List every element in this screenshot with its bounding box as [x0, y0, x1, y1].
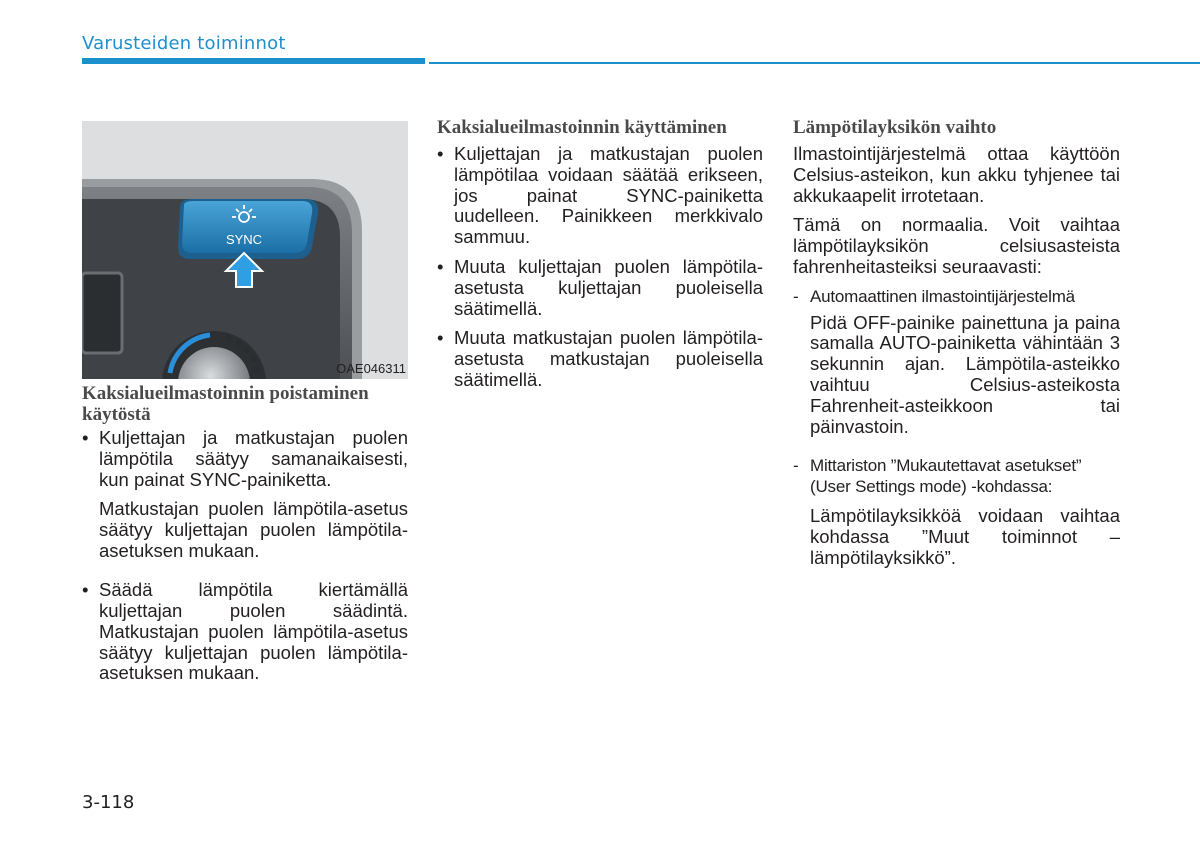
sync-button-illustration — [82, 121, 408, 379]
heading-disable-dual-zone: Kaksialueilmastoinnin poistaminen käytöstä — [82, 383, 369, 425]
list-item-subtext: Matkustajan puolen lämpötila-asetus säätyy kuljettajan puolen lämpötila-asetuksen mukaan. — [99, 498, 408, 561]
list-item: • Muuta matkustajan puolen lämpötila-asetusta matkustajan puoleisella säätimellä. — [437, 328, 763, 390]
section-title: Varusteiden toiminnot — [82, 33, 286, 54]
list-item: • Muuta kuljettajan puolen lämpötila-asetusta kuljettajan puoleisella säätimellä. — [437, 257, 763, 319]
dash-item: - Mittariston ”Mukautettavat asetukset” (User Settings mode) -kohdassa: — [793, 456, 1120, 498]
figure-code: OAE046311 — [336, 361, 406, 376]
dash-item-subtext: Lämpötilayksikköä voidaan vaihtaa kohdassa ”Muut toiminnot – lämpötilayksikkö”. — [810, 505, 1120, 569]
heading-use-dual-zone: Kaksialueilmastoinnin käyttäminen — [437, 117, 727, 138]
header-rule-thin — [429, 62, 1200, 64]
heading-temperature-unit: Lämpötilayksikön vaihto — [793, 117, 997, 138]
column-2 — [437, 117, 763, 391]
dash-item-subtext: Pidä OFF-painike painettuna ja paina samalla AUTO-painiketta vähintään 3 sekunnin ajan. Lämpötila-asteikko vaihtuu Celsius-asteikosta Fahrenheit-asteikkoon tai päinvastoin. — [810, 311, 1120, 437]
list-item: • Kuljettajan ja matkustajan puolen lämpötila säätyy samanaikaisesti, kun painat SYNC-painiketta. — [82, 428, 408, 490]
column-3 — [793, 117, 1120, 587]
list-item: • Säädä lämpötila kiertämällä kuljettajan puolen säädintä. Matkustajan puolen lämpötila-asetus säätyy kuljettajan puolen lämpötila-asetuksen mukaan. — [82, 580, 408, 684]
paragraph: Tämä on normaalia. Voit vaihtaa lämpötilayksikön celsiusasteista fahrenheitasteiksi seuraavasti: — [793, 214, 1120, 277]
sync-button-label: SYNC — [225, 232, 263, 247]
list-item: • Kuljettajan ja matkustajan puolen lämpötilaa voidaan säätää erikseen, jos painat SYNC-painiketta uudelleen. Painikkeen merkkivalo sammuu. — [437, 144, 763, 248]
page-number: 3-118 — [82, 792, 135, 813]
header-rule-thick — [82, 58, 425, 64]
column-1 — [82, 383, 408, 684]
dash-item: - Automaattinen ilmastointijärjestelmä — [793, 287, 1120, 308]
paragraph: Ilmastointijärjestelmä ottaa käyttöön Celsius-asteikon, kun akku tyhjenee tai akkukaapelit irrotetaan. — [793, 143, 1120, 206]
